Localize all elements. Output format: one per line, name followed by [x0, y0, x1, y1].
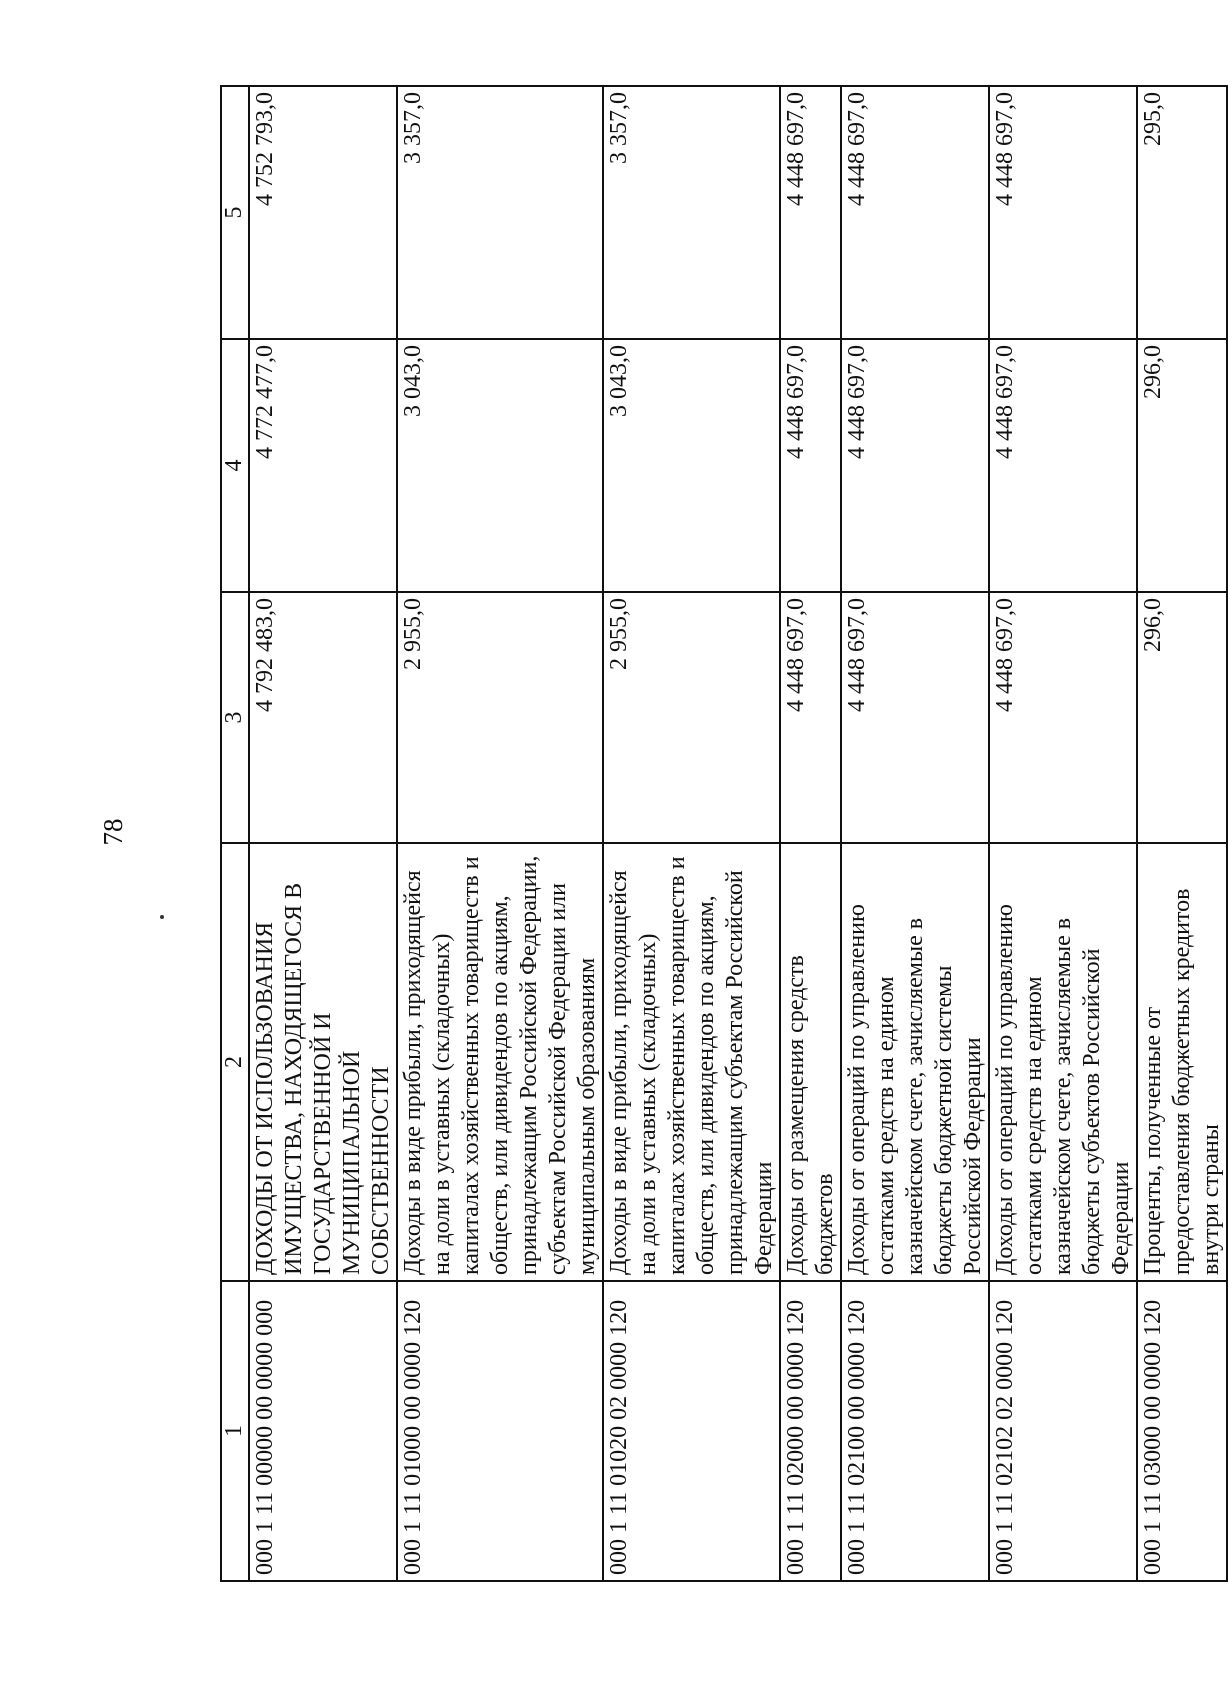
column-header: 4: [221, 339, 249, 592]
value-col3: 4 448 697,0: [780, 592, 841, 843]
revenue-name: Доходы от операций по управлению остатками средств на едином казначейском счете, зачисляемые в бюджеты бюджетной системы Российской Федерации: [841, 843, 989, 1281]
column-header: 1: [221, 1281, 249, 1581]
table-header-row: [221, 86, 249, 1581]
value-col3: 2 955,0: [603, 592, 780, 843]
revenue-name: Проценты, полученные от предоставления бюджетных кредитов внутри страны: [1137, 843, 1227, 1281]
scan-mark: [160, 915, 164, 919]
value-col5: 295,0: [1137, 86, 1227, 339]
value-col4: 4 448 697,0: [841, 339, 989, 592]
value-col3: 4 448 697,0: [841, 592, 989, 843]
value-col3: 4 448 697,0: [989, 592, 1137, 843]
value-col3: 4 792 483,0: [249, 592, 397, 843]
revenue-table: [220, 85, 1228, 1582]
revenue-name: Доходы от операций по управлению остатками средств на едином казначейском счете, зачисляемые в бюджеты субъектов Российской Федерации: [989, 843, 1137, 1281]
value-col4: 4 448 697,0: [780, 339, 841, 592]
value-col4: 3 043,0: [397, 339, 603, 592]
value-col5: 3 357,0: [603, 86, 780, 339]
table-row: [397, 86, 603, 1581]
table-row: [603, 86, 780, 1581]
table-row: [989, 86, 1137, 1581]
budget-code: 000 1 11 03000 00 0000 120: [1137, 1281, 1227, 1581]
value-col4: 4 448 697,0: [989, 339, 1137, 592]
column-header: 3: [221, 592, 249, 843]
table-row: [780, 86, 841, 1581]
budget-code: 000 1 11 00000 00 0000 000: [249, 1281, 397, 1581]
value-col4: 3 043,0: [603, 339, 780, 592]
column-header: 5: [221, 86, 249, 339]
value-col5: 4 448 697,0: [780, 86, 841, 339]
budget-code: 000 1 11 02000 00 0000 120: [780, 1281, 841, 1581]
budget-code: 000 1 11 02100 00 0000 120: [841, 1281, 989, 1581]
value-col4: 296,0: [1137, 339, 1227, 592]
column-header: 2: [221, 843, 249, 1281]
revenue-name: Доходы в виде прибыли, приходящейся на доли в уставных (складочных) капиталах хозяйственных товариществ и обществ, или дивидендов по акциям, принадлежащим Российской Федерации, субъектам Российской Федерации или муниципальным образованиям: [397, 843, 603, 1281]
revenue-name: ДОХОДЫ ОТ ИСПОЛЬЗОВАНИЯ ИМУЩЕСТВА, НАХОДЯЩЕГОСЯ В ГОСУДАРСТВЕННОЙ И МУНИЦИПАЛЬНОЙ СОБСТВЕННОСТИ: [249, 843, 397, 1281]
value-col3: 2 955,0: [397, 592, 603, 843]
budget-code: 000 1 11 01020 02 0000 120: [603, 1281, 780, 1581]
value-col4: 4 772 477,0: [249, 339, 397, 592]
table-row: [1137, 86, 1227, 1581]
value-col3: 296,0: [1137, 592, 1227, 843]
page-number: 78: [98, 818, 128, 846]
table-row: [249, 86, 397, 1581]
rotated-table-container: [220, 87, 1224, 1582]
revenue-name: Доходы от размещения средств бюджетов: [780, 843, 841, 1281]
budget-code: 000 1 11 01000 00 0000 120: [397, 1281, 603, 1581]
value-col5: 4 448 697,0: [989, 86, 1137, 339]
value-col5: 4 752 793,0: [249, 86, 397, 339]
value-col5: 4 448 697,0: [841, 86, 989, 339]
budget-code: 000 1 11 02102 02 0000 120: [989, 1281, 1137, 1581]
revenue-name: Доходы в виде прибыли, приходящейся на доли в уставных (складочных) капиталах хозяйственных товариществ и обществ, или дивидендов по акциям, принадлежащим субъектам Российской Федерации: [603, 843, 780, 1281]
value-col5: 3 357,0: [397, 86, 603, 339]
table-row: [841, 86, 989, 1581]
